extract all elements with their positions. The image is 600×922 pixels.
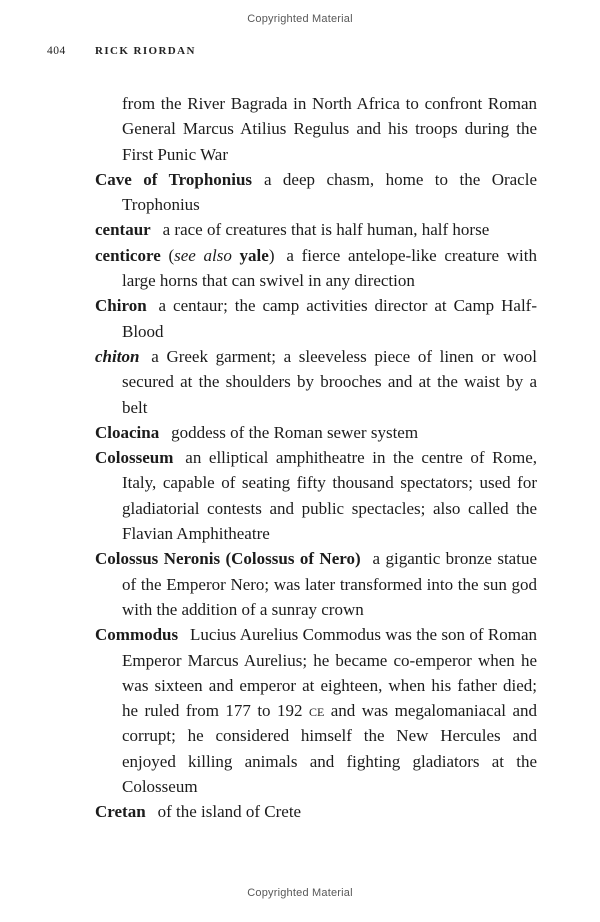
entry-text: )	[268, 245, 275, 265]
entry-term: Chiron	[95, 296, 147, 316]
entry-term: centaur	[95, 220, 151, 240]
copyright-notice-top: Copyrighted Material	[247, 13, 353, 25]
entry-term: Commodus	[95, 625, 179, 645]
entry-text: ce	[308, 701, 325, 721]
glossary-continuation	[95, 91, 537, 167]
page-header	[47, 45, 540, 57]
glossary-entry	[95, 799, 537, 824]
entry-text: an elliptical amphitheatre in the centre of Rome, Italy, capable of seating fifty thousand spectators; used for gladiatorial contests and public spectacles; also called the Flavian Amphitheatre	[122, 448, 537, 544]
entry-text	[232, 246, 240, 265]
glossary-entries	[95, 91, 537, 825]
entry-text: and was megalomaniacal and corrupt; he considered himself the New Hercules and enjoyed killing animals and fighting gladiators at the Colosseum	[122, 701, 537, 797]
entry-term: Cloacina	[95, 422, 160, 442]
glossary-entry	[95, 217, 537, 242]
copyright-notice-bottom: Copyrighted Material	[247, 887, 353, 899]
entry-text: a centaur; the camp activities director at Camp Half-Blood	[122, 296, 537, 341]
glossary-entry	[95, 420, 537, 445]
entry-term: Colossus Neronis (Colossus of Nero)	[95, 549, 361, 569]
entry-term: Cretan	[95, 802, 146, 822]
glossary-entry	[95, 546, 537, 622]
running-header: RICK RIORDAN	[95, 45, 196, 57]
entry-text: from the River Bagrada in North Africa to confront Roman General Marcus Atilius Regulus and his troops during the First Punic War	[122, 94, 537, 164]
entry-text: a Greek garment; a sleeveless piece of linen or wool secured at the shoulders by brooches and at the waist by a belt	[122, 346, 537, 417]
entry-text: Lucius Aurelius Commodus was the son of Roman Emperor Marcus Aurelius; he became co-emperor when he was sixteen and emperor at eighteen, when his father died; he ruled from 177 to 192	[122, 625, 537, 721]
glossary-entry	[95, 622, 537, 799]
entry-term: chiton	[95, 346, 140, 366]
entry-text: goddess of the Roman sewer system	[171, 422, 419, 442]
glossary-entry	[95, 344, 537, 420]
entry-text: a race of creatures that is half human, half horse	[162, 220, 490, 240]
entry-term: Colosseum	[95, 448, 174, 468]
glossary-entry	[95, 243, 537, 294]
glossary-entry	[95, 293, 537, 344]
entry-term: yale	[239, 245, 269, 265]
entry-text: (	[160, 245, 175, 265]
glossary-entry	[95, 445, 537, 546]
entry-text: of the island of Crete	[157, 802, 302, 822]
entry-text: a deep chasm, home to the Oracle Trophonius	[122, 169, 537, 215]
entry-term: Cave of Trophonius	[95, 169, 253, 189]
entry-text: a fierce antelope-like creature with large horns that can swivel in any direction	[122, 245, 538, 291]
entry-term: centicore	[95, 245, 161, 265]
entry-text: see also	[174, 245, 232, 265]
entry-text: a gigantic bronze statue of the Emperor Nero; was later transformed into the sun god with the addition of a sunray crown	[122, 549, 537, 619]
glossary-entry	[95, 167, 537, 218]
page-number: 404	[47, 45, 66, 57]
